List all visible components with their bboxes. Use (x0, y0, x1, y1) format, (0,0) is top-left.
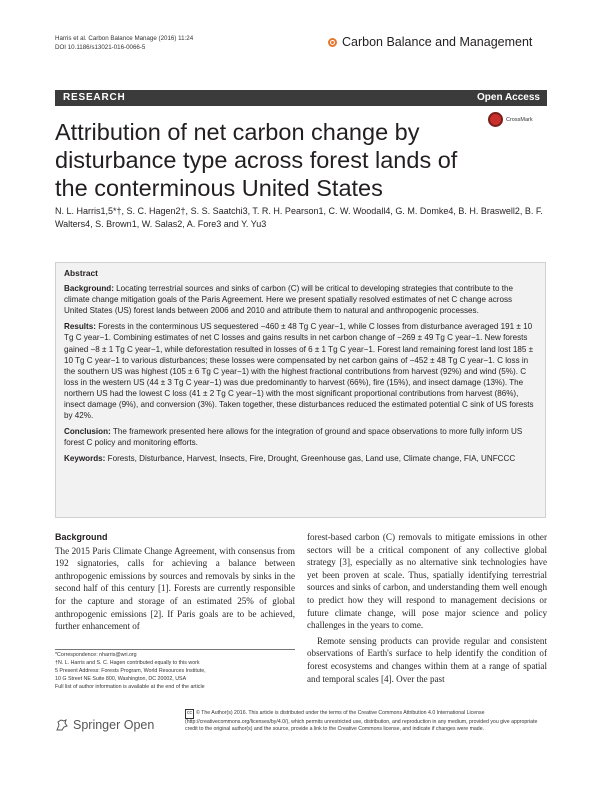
footnote-author-info: Full list of author information is available at the end of the article (55, 683, 205, 690)
crossmark-icon (488, 112, 503, 127)
abstract-heading: Abstract (64, 268, 98, 278)
crossmark-badge[interactable] (488, 112, 533, 127)
abstract-background (64, 283, 537, 316)
body-paragraph: The 2015 Paris Climate Change Agreement, with consensus from 192 signatories, calls for achieving a balance between anthropogenic emissions by sources and removals by sinks in the second half of this century [1]. Forests are currently responsible for the capture and storage of an estimated 25% of global anthropogenic emissions [2]. If Paris goals are to be achieved, further enhancement of (55, 545, 295, 632)
body-column-right (307, 531, 547, 685)
section-heading: Background (55, 532, 108, 542)
author-list: N. L. Harris1,5*†, S. C. Hagen2†, S. S. Saatchi3, T. R. H. Pearson1, C. W. Woodall4, G. M. Domke4, B. H. Braswell2, B. F. Walters4, S. Brown1, W. Salas2, A. Fore3 and Y. Yu3 (55, 206, 543, 229)
footnotes (55, 649, 295, 692)
conclusion-label: Conclusion: (64, 427, 111, 437)
abstract-box (55, 262, 546, 518)
publisher-name: Springer Open (73, 718, 155, 732)
footnote-equal-contribution: †N. L. Harris and S. C. Hagen contributed equally to this work (55, 659, 200, 666)
license-text (185, 709, 547, 734)
abstract-results (64, 321, 537, 421)
body-paragraph: forest-based carbon (C) removals to mitigate emissions in other sectors will be a critical component of any collective global strategy [3], especially as no alternative sink technologies have yet been proven at scale. Thus, spatially identifying terrestrial sources and sinks of carbon, and understanding them well enough to predict how they will respond to management decisions or future climate change, will pose major science and policy challenges in the years to come. (307, 532, 547, 631)
footnote-address-cont: 10 G Street NE Suite 800, Washington, DC 20002, USA (55, 675, 187, 682)
body-paragraph: Remote sensing products can provide regular and consistent observations of Earth's surface to help identify the condition of forest ecosystems and changes within them at a range of spatial and temporal scales [4]. Over the past (307, 635, 547, 684)
crossmark-label: CrossMark (506, 116, 533, 123)
footnote-correspondence[interactable]: *Correspondence: nharris@wri.org (55, 652, 137, 658)
footnote-address: 5 Present Address: Forests Program, World Resources Institute, (55, 667, 206, 674)
keywords-label: Keywords: (64, 454, 106, 464)
body-column-left (55, 531, 295, 633)
license-body: © The Author(s) 2016. This article is distributed under the terms of the Creative Commons Attribution 4.0 International License (http://creativecommons.org/licenses/by/4.0/), which permits unrestricted use, distribution, and reproduction in any medium, provided you give appropriate credit to the original author(s) and the source, provide a link to the Creative Commons license, and indicate if changes were made. (185, 710, 538, 733)
background-text: Locating terrestrial sources and sinks of carbon (C) will be critical to developing strategies that contribute to the climate change mitigation goals of the Paris Agreement. Here we present spatially resolved estimates of net C change across United States (US) forest lands between 2006 and 2010 and attribute them to natural and anthropogenic processes. (64, 284, 513, 316)
publisher-logo[interactable] (55, 718, 154, 732)
journal-name (328, 35, 532, 49)
conclusion-text: The framework presented here allows for the integration of ground and space observations to more fully inform US forest C policy and monitoring efforts. (64, 427, 523, 448)
springer-horse-icon (55, 718, 69, 732)
journal-logo-icon (328, 38, 337, 47)
abstract-keywords (64, 453, 537, 464)
citation-line: Harris et al. Carbon Balance Manage (2016) 11:24 (55, 35, 194, 42)
cc-license-icon: cc (185, 709, 194, 719)
abstract-conclusion (64, 426, 537, 448)
doi-line[interactable]: DOI 10.1186/s13021-016-0066-5 (55, 44, 146, 51)
results-text: Forests in the conterminous US sequestered −460 ± 48 Tg C year−1, while C losses from disturbance averaged 191 ± 10 Tg C year−1. Combining estimates of net C losses and gains results in net carbon change of −269 ± 49 Tg C year−1. New forests gained −8 ± 1 Tg C year−1, while deforestation resulted in losses of 6 ± 1 Tg C year−1. Forest land remaining forest land lost 185 ± 10 Tg C year−1 to various disturbances; these losses were compensated by net carbon gains of −452 ± 48 Tg C year−1. C loss in the southern US was highest (105 ± 6 Tg C year−1) with the highest fractional contributions from harvest (92%) and wind (5%). C loss in the western US (44 ± 3 Tg C year−1) was due predominantly to harvest (66%), fire (15%), and insect damage (13%). The northern US had the lowest C loss (41 ± 2 Tg C year−1) with the most significant proportional contributions from harvest (86%), insect damage (9%), and conversion (3%). Taken together, these disturbances reduced the estimated potential C sink of US forests by 42%. (64, 322, 534, 421)
citation-block (55, 34, 193, 52)
journal-title: Carbon Balance and Management (342, 35, 533, 49)
section-label: RESEARCH (63, 92, 126, 103)
results-label: Results: (64, 322, 96, 332)
open-access-label: Open Access (477, 92, 540, 103)
section-banner (55, 90, 547, 106)
article-title: Attribution of net carbon change by disturbance type across forest lands of the conterminous United States (55, 119, 458, 201)
keywords-text: Forests, Disturbance, Harvest, Insects, Fire, Drought, Greenhouse gas, Land use, Climate change, FIA, UNFCCC (107, 454, 516, 464)
background-label: Background: (64, 284, 114, 294)
